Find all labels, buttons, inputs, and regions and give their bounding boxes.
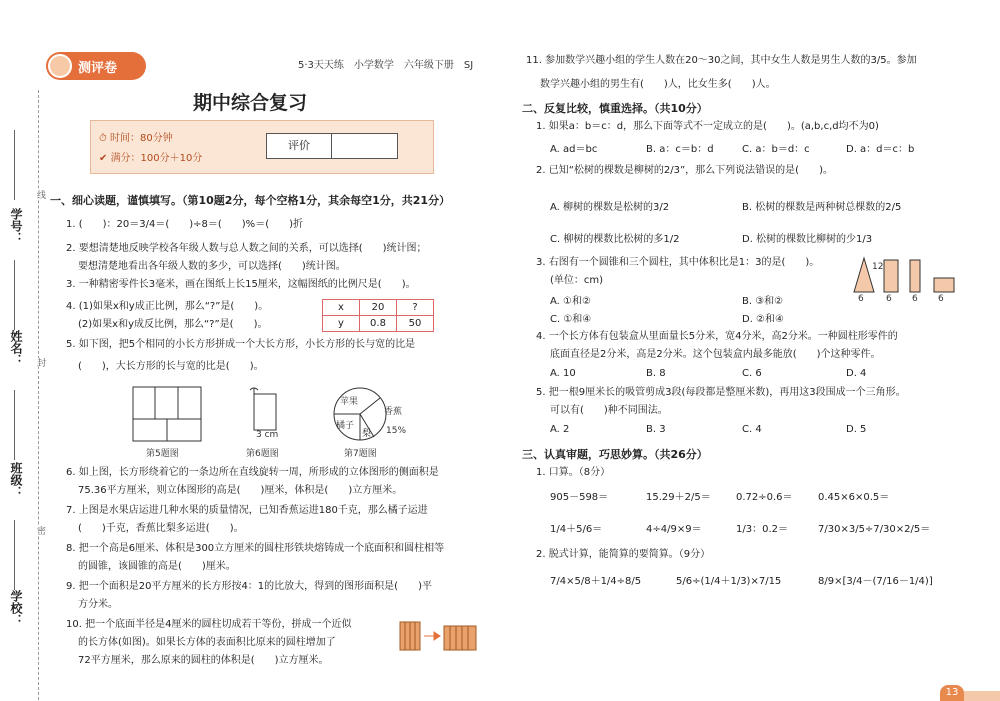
question-8: 8. 把一个高是6厘米、体积是300立方厘米的圆柱形铁块熔铸成一个底面积和圆柱相等	[66, 543, 445, 554]
question-2-line2: 要想清楚地看出各年级人数的多少，可以选择( )统计图。	[78, 261, 346, 272]
pie-label-orange: 橘子	[336, 421, 355, 431]
q1-option-c[interactable]: C. a：b＝d：c	[742, 144, 810, 155]
evaluation-box	[266, 133, 398, 159]
q5-option-d[interactable]: D. 5	[846, 424, 867, 435]
binding-margin	[0, 90, 60, 690]
oral-item: 15.29＋2/5＝	[646, 492, 711, 503]
oral-item: 0.45×6×0.5＝	[818, 492, 890, 503]
choice-question-4: 4. 一个长方体有包装盒从里面量长5分米，宽4分米，高2分米。一种圆柱形零件的	[536, 331, 898, 342]
table-cell: y	[323, 316, 360, 332]
question-9-line2: 方分米。	[78, 599, 118, 610]
score-info: ✔ 满分：100分＋10分	[99, 153, 203, 164]
fig6-dimension: 3 cm	[256, 430, 279, 440]
avatar-icon	[48, 54, 72, 78]
test-badge	[46, 52, 146, 80]
table-cell: 0.8	[360, 316, 397, 332]
class-line	[14, 390, 15, 460]
eval-label: 评价	[267, 134, 332, 158]
pie-label-banana: 香蕉	[384, 407, 403, 417]
pie-label-apple: 苹果	[340, 397, 359, 407]
section-1-title: 一、细心读题，谨慎填写。（第10题2分，每个空格1分，其余每空1分，共21分）	[50, 194, 451, 207]
question-11: 11. 参加数学兴趣小组的学生人数在20～30之间，其中女生人数是男生人数的3/5。参加	[526, 55, 917, 66]
q2-option-c[interactable]: C. 柳树的棵数比松树的多1/2	[550, 234, 680, 245]
question-10-line2: 的长方体(如图)。如果长方体的表面积比原来的圆柱增加了	[78, 637, 336, 648]
oral-calc-title: 1. 口算。（8分）	[536, 467, 611, 478]
fig-label-height: 12	[872, 262, 884, 272]
question-4a: 4. (1)如果x和y成正比例，那么“?”是( )。	[66, 301, 269, 312]
q5-option-b[interactable]: B. 3	[646, 424, 666, 435]
q5-option-c[interactable]: C. 4	[742, 424, 762, 435]
question-9: 9. 把一个面积是20平方厘米的长方形按4：1的比放大，得到的图形面积是( )平	[66, 581, 432, 592]
question-6: 6. 如上图，长方形绕着它的一条边所在直线旋转一周，所形成的立体图形的侧面积是	[66, 467, 439, 478]
oral-item: 4÷4/9×9＝	[646, 524, 702, 535]
choice-question-4-line2: 底面直径是2分米，高是2分米。这个包装盒内最多能放( )个这种零件。	[550, 349, 881, 360]
q2-option-d[interactable]: D. 松树的棵数比柳树的少1/3	[742, 234, 873, 245]
q1-option-d[interactable]: D. a：d＝c：b	[846, 144, 915, 155]
badge-label: 测评卷	[78, 61, 118, 76]
page-corner-bar	[964, 691, 1000, 701]
feng-mark: 封	[35, 358, 45, 367]
q5-option-a[interactable]: A. 2	[550, 424, 570, 435]
score-text: 满分：100分＋10分	[110, 153, 203, 164]
fig-label-4: 6	[938, 294, 944, 304]
fig-label-3: 6	[912, 294, 918, 304]
table-cell: x	[323, 300, 360, 316]
q4-option-b[interactable]: B. 8	[646, 368, 666, 379]
table-row	[323, 300, 434, 316]
question-10: 10. 把一个底面半径是4厘米的圆柱切成若干等份，拼成一个近似	[66, 619, 352, 630]
q1-option-b[interactable]: B. a：c＝b：d	[646, 144, 714, 155]
choice-question-5-line2: 可以有( )种不同围法。	[550, 405, 668, 416]
oral-item: 0.72÷0.6＝	[736, 492, 793, 503]
question-3: 3. 一种精密零件长3毫米，画在图纸上长15厘米，这幅图纸的比例尺是( )。	[66, 279, 416, 290]
q1-option-a[interactable]: A. ad＝bc	[550, 144, 598, 155]
series-header: 5·3天天练 小学数学 六年级下册 SJ	[298, 60, 474, 71]
q3-option-b[interactable]: B. ③和②	[742, 296, 784, 307]
name-line	[14, 260, 15, 330]
q2-option-a[interactable]: A. 柳树的棵数是松树的3/2	[550, 202, 670, 213]
question-7: 7. 上图是水果店运进几种水果的质量情况，已知香蕉运进180千克，那么橘子运进	[66, 505, 428, 516]
oral-item: 1/4＋5/6＝	[550, 524, 603, 535]
fig10-cylinder-to-cuboid	[396, 618, 480, 654]
oral-item: 1/3：0.2＝	[736, 524, 788, 535]
label-id: 学号：	[9, 208, 23, 244]
label-name: 姓名：	[9, 330, 23, 366]
q3-option-c[interactable]: C. ①和④	[550, 314, 592, 325]
time-info: ⏱ 时间：80分钟	[99, 133, 173, 144]
xian-mark: 线	[35, 190, 45, 199]
question-5-line2: ( )，大长方形的长与宽的比是( )。	[78, 361, 264, 372]
page-number: 13	[940, 685, 964, 701]
q4-option-d[interactable]: D. 4	[846, 368, 867, 379]
question-4b: (2)如果x和y成反比例，那么“?”是( )。	[78, 319, 268, 330]
q4-option-c[interactable]: C. 6	[742, 368, 762, 379]
table-row	[323, 316, 434, 332]
oral-item: 7/30×3/5÷7/30×2/5＝	[818, 524, 931, 535]
time-text: 时间：80分钟	[109, 133, 173, 144]
fig-label-2: 6	[886, 294, 892, 304]
choice-question-5: 5. 把一根9厘米长的吸管剪成3段(每段都是整厘米数)，再用这3段围成一个三角形。	[536, 387, 906, 398]
question-11-line2: 数学兴趣小组的男生有( )人，比女生多( )人。	[540, 79, 776, 90]
section-2-title: 二、反复比较，慎重选择。（共10分）	[522, 102, 708, 115]
calc-item: 8/9×[3/4－(7/16－1/4)]	[818, 576, 933, 587]
choice-question-1: 1. 如果a：b＝c：d，那么下面等式不一定成立的是( )。(a,b,c,d均不为0)	[536, 121, 879, 132]
question-7-line2: ( )千克，香蕉比梨多运进( )。	[78, 523, 244, 534]
right-page	[500, 0, 1000, 701]
question-8-line2: 的圆锥，该圆锥的高是( )厘米。	[78, 561, 236, 572]
fig-label-1: 6	[858, 294, 864, 304]
question-1: 1. ( )：20＝3/4＝( )÷8＝( )%＝( )折	[66, 219, 303, 230]
written-calc-title: 2. 脱式计算，能简算的要简算。（9分）	[536, 549, 711, 560]
question-2: 2. 要想清楚地反映学校各年级人数与总人数之间的关系，可以选择( )统计图；	[66, 243, 427, 254]
exam-info-box	[90, 120, 434, 174]
choice-question-2: 2. 已知“松树的棵数是柳树的2/3”，那么下列说法错误的是( )。	[536, 165, 833, 176]
calc-item: 5/6÷(1/4＋1/3)×7/15	[676, 576, 782, 587]
page-title: 期中综合复习	[192, 92, 307, 114]
mi-mark: 密	[35, 526, 45, 535]
cut-line	[38, 90, 39, 700]
pie-label-percent: 15%	[386, 426, 407, 436]
label-class: 班级：	[9, 462, 23, 498]
oral-item: 905－598＝	[550, 492, 609, 503]
caption-fig7: 第7题图	[344, 449, 377, 459]
table-cell: 50	[397, 316, 434, 332]
table-cell: ?	[397, 300, 434, 316]
section-3-title: 三、认真审题，巧思妙算。（共26分）	[522, 448, 708, 461]
question-5: 5. 如下图，把5个相同的小长方形拼成一个大长方形，小长方形的长与宽的比是	[66, 339, 416, 350]
q3-option-d[interactable]: D. ②和④	[742, 314, 784, 325]
calc-item: 7/4×5/8＋1/4÷8/5	[550, 576, 642, 587]
q3-option-a[interactable]: A. ①和②	[550, 296, 591, 307]
xy-table	[322, 299, 434, 332]
q2-option-b[interactable]: B. 松树的棵数是两种树总棵数的2/5	[742, 202, 902, 213]
caption-fig6: 第6题图	[246, 449, 279, 459]
school-line	[14, 520, 15, 590]
id-line	[14, 130, 15, 200]
caption-fig5: 第5题图	[146, 449, 179, 459]
q3-unit: (单位：cm)	[550, 275, 604, 286]
question-10-line3: 72平方厘米，那么原来的圆柱的体积是( )立方厘米。	[78, 655, 329, 666]
label-school: 学校：	[9, 590, 23, 626]
question-6-line2: 75.36平方厘米，则立体图形的高是( )厘米，体积是( )立方厘米。	[78, 485, 403, 496]
fig5-rectangles	[132, 386, 202, 442]
q4-option-a[interactable]: A. 10	[550, 368, 576, 379]
table-cell: 20	[360, 300, 397, 316]
choice-question-3: 3. 右图有一个圆锥和三个圆柱，其中体积比是1：3的是( )。	[536, 257, 820, 268]
pie-label-pear: 梨	[362, 429, 372, 439]
